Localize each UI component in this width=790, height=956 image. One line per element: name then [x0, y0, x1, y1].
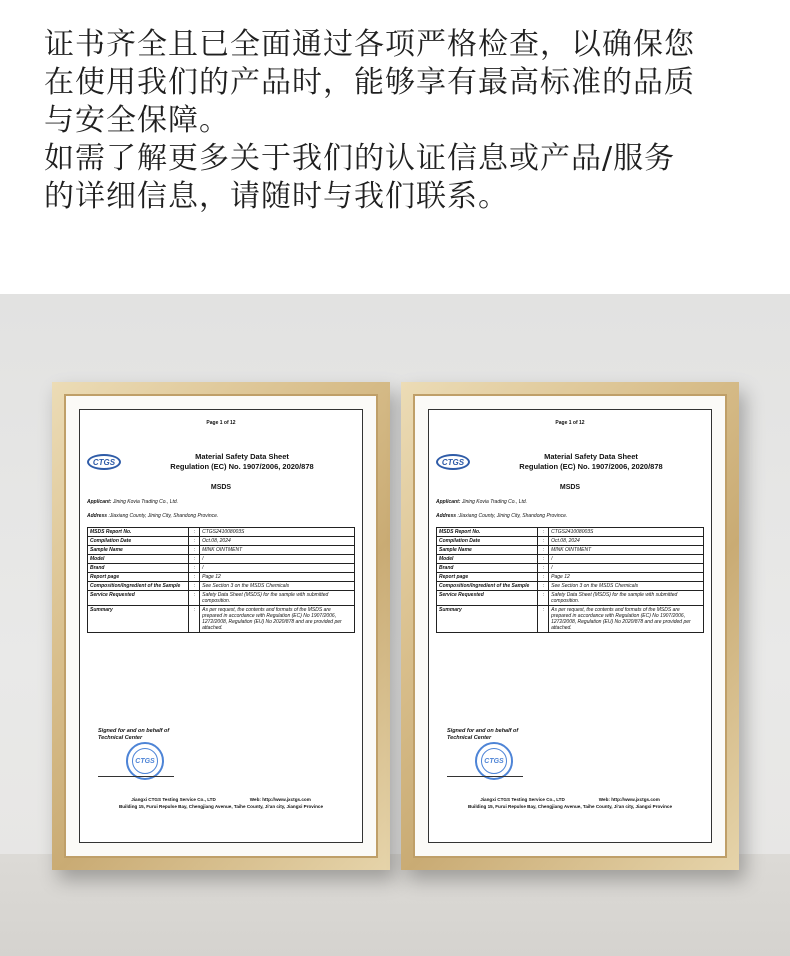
- row-label: Summary: [88, 606, 189, 633]
- msds-heading: MSDS: [559, 484, 581, 491]
- intro-paragraph-2: 如需了解更多关于我们的认证信息或产品/服务 的详细信息，请随时与我们联系。: [44, 141, 676, 214]
- row-value: /: [200, 564, 355, 573]
- signed-line-1: Signed for and on behalf of: [447, 728, 519, 734]
- row-separator: :: [189, 537, 200, 546]
- table-row: [437, 606, 704, 633]
- table-row: [437, 582, 704, 591]
- row-label: Report page: [88, 573, 189, 582]
- row-separator: :: [189, 564, 200, 573]
- document-header: [436, 452, 704, 472]
- intro-paragraph-1: 证书齐全且已全面通过各项严格检查，以确保您 在使用我们的产品时，能够享有最高标准的品质 与安全保障。: [44, 27, 695, 138]
- document-footer: [429, 796, 711, 810]
- footer-address: Building 15, Furui Repulse Bay, Chengjiang Avenue, Taihe County, Ji'an city, Jiangxi Province: [467, 804, 673, 809]
- row-value: As per request, the contents and formats of the MSDS are prepared in accordance with Regulation (EC) No 1907/2006, 1272/2008, Regulation (EU) No 2020/878 and are provided per attached.: [200, 606, 355, 633]
- table-row: [88, 546, 355, 555]
- row-separator: :: [538, 582, 549, 591]
- row-label: Report page: [437, 573, 538, 582]
- row-value: Safety Data Sheet (MSDS) for the sample with submitted composition.: [549, 591, 704, 606]
- address-line: [87, 513, 355, 519]
- row-label: Model: [88, 555, 189, 564]
- frame-mat: [413, 394, 727, 858]
- applicant-line: [436, 499, 704, 505]
- table-row: [437, 528, 704, 537]
- table-row: [437, 537, 704, 546]
- footer-web: Web: http://www.jxctgs.com: [249, 797, 311, 802]
- signature-block: [447, 728, 518, 742]
- table-row: [88, 591, 355, 606]
- row-label: Brand: [88, 564, 189, 573]
- certificate-frame-left: [52, 382, 390, 870]
- table-row: [437, 564, 704, 573]
- address-label: Address: [436, 513, 457, 519]
- row-label: Compilation Date: [437, 537, 538, 546]
- table-row: [88, 528, 355, 537]
- table-row: [88, 606, 355, 633]
- row-value: /: [549, 564, 704, 573]
- row-separator: :: [189, 591, 200, 606]
- frame-mat: [64, 394, 378, 858]
- row-label: MSDS Report No.: [88, 528, 189, 537]
- certificate-document: [79, 409, 363, 843]
- row-label: Brand: [437, 564, 538, 573]
- table-row: [88, 573, 355, 582]
- page-number: Page 1 of 12: [555, 420, 585, 426]
- row-separator: :: [189, 573, 200, 582]
- applicant-value: Jining Kovia Trading Co., Ltd.: [461, 499, 528, 505]
- signature-block: [98, 728, 169, 742]
- signed-line-2: Technical Center: [447, 735, 492, 741]
- report-table: [436, 527, 704, 633]
- footer-address: Building 15, Furui Repulse Bay, Chengjiang Avenue, Taihe County, Ji'an city, Jiangxi Province: [118, 804, 324, 809]
- page-number: Page 1 of 12: [206, 420, 236, 426]
- row-separator: :: [538, 564, 549, 573]
- signed-line-2: Technical Center: [98, 735, 143, 741]
- table-row: [437, 573, 704, 582]
- row-separator: :: [538, 606, 549, 633]
- row-separator: :: [538, 573, 549, 582]
- row-separator: :: [189, 606, 200, 633]
- row-value: /: [200, 555, 355, 564]
- row-value: Oct.08, 2024: [549, 537, 704, 546]
- row-separator: :: [189, 528, 200, 537]
- table-row: [88, 582, 355, 591]
- table-row: [88, 555, 355, 564]
- row-label: Service Requested: [437, 591, 538, 606]
- ctgs-stamp: CTGS: [126, 742, 164, 780]
- row-separator: :: [189, 546, 200, 555]
- row-label: Compilation Date: [88, 537, 189, 546]
- table-row: [88, 537, 355, 546]
- ctgs-stamp: CTGS: [475, 742, 513, 780]
- document-title: Material Safety Data Sheet: [544, 452, 638, 461]
- certificate-document: [428, 409, 712, 843]
- intro-text: [44, 26, 754, 216]
- certificate-frame-right: [401, 382, 739, 870]
- certificate-display-scene: [0, 294, 790, 956]
- footer-web: Web: http://www.jxctgs.com: [598, 797, 660, 802]
- row-label: Sample Name: [88, 546, 189, 555]
- address-value: :Jiaxiang County, Jining City, Shandong Province.: [457, 513, 568, 519]
- row-value: CTGS241008003S: [200, 528, 355, 537]
- row-value: Safety Data Sheet (MSDS) for the sample with submitted composition.: [200, 591, 355, 606]
- row-label: Service Requested: [88, 591, 189, 606]
- applicant-value: Jining Kovia Trading Co., Ltd.: [112, 499, 179, 505]
- document-title: Material Safety Data Sheet: [195, 452, 289, 461]
- row-separator: :: [189, 555, 200, 564]
- row-value: MINK OINTMENT: [549, 546, 704, 555]
- row-label: Summary: [437, 606, 538, 633]
- document-footer: [80, 796, 362, 810]
- table-row: [88, 564, 355, 573]
- address-label: Address: [87, 513, 108, 519]
- row-value: /: [549, 555, 704, 564]
- row-value: Page 12: [200, 573, 355, 582]
- document-header: [87, 452, 355, 472]
- row-value: Page 12: [549, 573, 704, 582]
- signed-line-1: Signed for and on behalf of: [98, 728, 170, 734]
- signature-line: [98, 776, 174, 777]
- row-separator: :: [538, 528, 549, 537]
- row-label: MSDS Report No.: [437, 528, 538, 537]
- address-line: [436, 513, 704, 519]
- table-row: [437, 546, 704, 555]
- row-value: MINK OINTMENT: [200, 546, 355, 555]
- row-label: Composition/Ingredient of the Sample: [88, 582, 189, 591]
- footer-company: Jiangxi CTGS Testing Service Co., LTD: [480, 797, 565, 802]
- address-value: :Jiaxiang County, Jining City, Shandong Province.: [108, 513, 219, 519]
- row-value: See Section 3 on the MSDS Chemicals: [200, 582, 355, 591]
- report-table: [87, 527, 355, 633]
- msds-heading: MSDS: [210, 484, 232, 491]
- row-value: As per request, the contents and formats of the MSDS are prepared in accordance with Regulation (EC) No 1907/2006, 1272/2008, Regulation (EU) No 2020/878 and are provided per attached.: [549, 606, 704, 633]
- signature-line: [447, 776, 523, 777]
- regulation-line: Regulation (EC) No. 1907/2006, 2020/878: [170, 462, 314, 471]
- ctgs-logo: CTGS: [87, 454, 121, 470]
- row-value: Oct.08, 2024: [200, 537, 355, 546]
- regulation-line: Regulation (EC) No. 1907/2006, 2020/878: [519, 462, 663, 471]
- applicant-line: [87, 499, 355, 505]
- row-separator: :: [538, 555, 549, 564]
- ctgs-logo: CTGS: [436, 454, 470, 470]
- table-row: [437, 591, 704, 606]
- applicant-label: Applicant:: [436, 499, 461, 505]
- row-separator: :: [189, 582, 200, 591]
- row-separator: :: [538, 591, 549, 606]
- applicant-label: Applicant:: [87, 499, 112, 505]
- row-separator: :: [538, 546, 549, 555]
- row-separator: :: [538, 537, 549, 546]
- row-label: Composition/Ingredient of the Sample: [437, 582, 538, 591]
- row-label: Sample Name: [437, 546, 538, 555]
- row-value: See Section 3 on the MSDS Chemicals: [549, 582, 704, 591]
- row-value: CTGS241008003S: [549, 528, 704, 537]
- footer-company: Jiangxi CTGS Testing Service Co., LTD: [131, 797, 216, 802]
- row-label: Model: [437, 555, 538, 564]
- table-row: [437, 555, 704, 564]
